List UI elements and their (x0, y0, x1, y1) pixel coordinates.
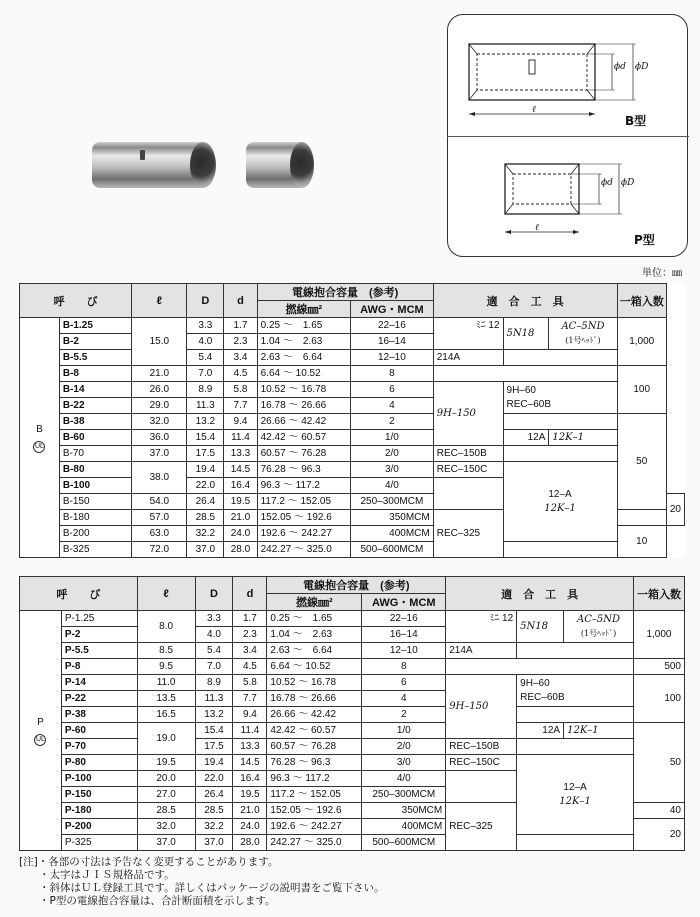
cell-l: 20.0 (137, 771, 195, 787)
cell-sq: 242.27 ～ 325.0 (257, 542, 350, 558)
cell-D: 37.0 (195, 835, 233, 851)
col-yobi: 呼 び (20, 284, 132, 318)
cell-d: 19.5 (224, 494, 257, 510)
cell-sq: 60.57 ～ 76.28 (267, 739, 362, 755)
tool-rec325: REC–325 (433, 510, 503, 558)
cell-D: 5.4 (187, 350, 224, 366)
cell-awg: 1/0 (351, 430, 434, 446)
tool-rec150b: REC–150B (433, 446, 503, 462)
ul-mark: UL (34, 734, 46, 746)
cell-d: 28.0 (233, 835, 267, 851)
cell-l: 9.5 (137, 659, 195, 675)
box-qty: 20 (633, 819, 684, 851)
tool-214a: 214A (446, 643, 517, 659)
cell-sq: 96.3 ～ 117.2 (267, 771, 362, 787)
inspection-slot (140, 150, 145, 160)
table-row-name: P-22 (61, 691, 137, 707)
table-row-name: B-2 (59, 334, 131, 350)
blank-cell (503, 446, 617, 462)
cell-d: 7.7 (224, 398, 257, 414)
col-l: ℓ (132, 284, 187, 318)
cell-D: 13.2 (187, 414, 224, 430)
cell-sq: 0.25 ～ 1.65 (257, 318, 350, 334)
cell-sq: 16.78 ～ 26.66 (257, 398, 350, 414)
cell-sq: 42.42 ～ 60.57 (267, 723, 362, 739)
cell-awg: 400MCM (351, 526, 434, 542)
box-qty: 50 (617, 414, 666, 510)
cell-D: 28.5 (187, 510, 224, 526)
cell-D: 32.2 (187, 526, 224, 542)
blank-cell (517, 739, 634, 755)
table-row-name: B-1.25 (59, 318, 131, 334)
col-l: ℓ (137, 577, 195, 611)
cell-d: 9.4 (233, 707, 267, 723)
cell-d: 7.7 (233, 691, 267, 707)
cell-awg: 3/0 (362, 755, 446, 771)
p-type-table (19, 576, 685, 851)
blank-cell (517, 707, 634, 723)
b-type-cell: B UL (20, 318, 60, 558)
box-qty: 20 (666, 494, 684, 526)
blank-cell (517, 643, 634, 659)
cell-d: 24.0 (233, 819, 267, 835)
col-sq: 撚線㎜² (257, 301, 350, 318)
cell-d: 21.0 (233, 803, 267, 819)
table-row-name: B-5.5 (59, 350, 131, 366)
cell-awg: 2 (362, 707, 446, 723)
cell-sq: 2.63 ～ 6.64 (257, 350, 350, 366)
cell-awg: 250–300MCM (351, 494, 434, 510)
cell-l: 8.5 (137, 643, 195, 659)
cell-sq: 42.42 ～ 60.57 (257, 430, 350, 446)
col-box: 一箱入数 (633, 577, 684, 611)
cell-d: 11.4 (233, 723, 267, 739)
cell-sq: 26.66 ～ 42.42 (257, 414, 350, 430)
cell-sq: 1.04 ～ 2.63 (267, 627, 362, 643)
note-line: ・太字はＪＩＳ規格品です。 (39, 869, 175, 881)
blank-cell (433, 334, 503, 350)
cell-d: 1.7 (233, 611, 267, 627)
cell-d: 16.4 (224, 478, 257, 494)
tool-12k1: 12K–1 (549, 430, 617, 446)
cell-awg: 16–14 (362, 627, 446, 643)
cell-d: 3.4 (224, 350, 257, 366)
cell-l: 8.0 (137, 611, 195, 643)
box-qty: 40 (633, 803, 684, 819)
note-line: ・P型の電線抱合容量は、合計断面積を示します。 (39, 895, 276, 907)
b-type-label: B型 (625, 114, 647, 128)
cell-sq: 1.04 ～ 2.63 (257, 334, 350, 350)
notes (19, 856, 384, 908)
cell-D: 37.0 (187, 542, 224, 558)
cell-d: 9.4 (224, 414, 257, 430)
cell-sq: 10.52 ～ 16.78 (257, 382, 350, 398)
table-row-name: B-325 (59, 542, 131, 558)
box-qty: 100 (633, 675, 684, 723)
cell-sq: 10.52 ～ 16.78 (267, 675, 362, 691)
cell-awg: 22–16 (351, 318, 434, 334)
tool-12k1: 12K–1 (564, 723, 634, 739)
table-row-name: P-325 (61, 835, 137, 851)
tool-mini12: ﾐﾆ 12 (446, 611, 517, 627)
note-line: ・斜体はＵＬ登録工具です。詳しくはパッケージの説明書をご覧下さい。 (39, 882, 385, 894)
b-dim-large-d: ϕD (635, 62, 649, 72)
blank-cell (517, 835, 634, 851)
diagram-drawing (447, 14, 689, 258)
cell-d: 5.8 (233, 675, 267, 691)
tool-ac5nd: AC–5ND (1号ﾍｯﾄﾞ) (549, 318, 617, 350)
p-dim-large-d: ϕD (621, 178, 635, 188)
p-type-label: P型 (634, 233, 655, 247)
cell-sq: 0.25 ～ 1.65 (267, 611, 362, 627)
table-row-name: P-38 (61, 707, 137, 723)
blank-cell (433, 478, 503, 510)
col-capacity: 電線抱合容量 (参考) (267, 577, 446, 594)
cell-awg: 500–600MCM (351, 542, 434, 558)
cell-D: 4.0 (195, 627, 233, 643)
cell-sq: 76.28 ～ 96.3 (267, 755, 362, 771)
cell-d: 14.5 (224, 462, 257, 478)
cell-l: 27.0 (137, 787, 195, 803)
cell-d: 13.3 (224, 446, 257, 462)
col-tools: 適 合 工 具 (446, 577, 634, 611)
cell-D: 8.9 (195, 675, 233, 691)
cell-l: 11.0 (137, 675, 195, 691)
p-dim-small-d: ϕd (601, 178, 613, 188)
cell-awg: 1/0 (362, 723, 446, 739)
col-d: d (224, 284, 257, 318)
cell-awg: 6 (362, 675, 446, 691)
cell-sq: 6.64 ～ 10.52 (267, 659, 362, 675)
b-dim-small-d: ϕd (614, 62, 626, 72)
cell-l: 16.5 (137, 707, 195, 723)
table-row-name: P-200 (61, 819, 137, 835)
cell-D: 22.0 (187, 478, 224, 494)
tool-9h150: 9H–150 (446, 675, 517, 739)
col-capacity: 電線抱合容量 (参考) (257, 284, 433, 301)
cell-D: 4.0 (187, 334, 224, 350)
cell-awg: 250–300MCM (362, 787, 446, 803)
cell-d: 5.8 (224, 382, 257, 398)
cell-d: 4.5 (224, 366, 257, 382)
cell-D: 11.3 (187, 398, 224, 414)
cell-D: 11.3 (195, 691, 233, 707)
table-row-name: P-100 (61, 771, 137, 787)
cell-d: 2.3 (224, 334, 257, 350)
cell-awg: 16–14 (351, 334, 434, 350)
cell-awg: 4/0 (351, 478, 434, 494)
col-D: D (195, 577, 233, 611)
cell-awg: 8 (351, 366, 434, 382)
cell-sq: 2.63 ～ 6.64 (267, 643, 362, 659)
cell-l: 19.5 (137, 755, 195, 771)
cell-D: 5.4 (195, 643, 233, 659)
cell-sq: 117.2 ～ 152.05 (257, 494, 350, 510)
tool-12a-12k1: 12–A 12K–1 (503, 462, 617, 542)
cell-awg: 500–600MCM (362, 835, 446, 851)
cell-sq: 60.57 ～ 76.28 (257, 446, 350, 462)
cell-sq: 26.66 ～ 42.42 (267, 707, 362, 723)
cell-awg: 400MCM (362, 819, 446, 835)
cell-l: 28.5 (137, 803, 195, 819)
cell-awg: 22–16 (362, 611, 446, 627)
table-row-name: P-180 (61, 803, 137, 819)
cell-sq: 117.2 ～ 152.05 (267, 787, 362, 803)
tool-rec150b: REC–150B (446, 739, 517, 755)
table-row-name: P-14 (61, 675, 137, 691)
cell-sq: 152.05 ～ 192.6 (267, 803, 362, 819)
cell-D: 26.4 (187, 494, 224, 510)
cell-awg: 4 (362, 691, 446, 707)
unit-label: 単位：㎜ (642, 268, 682, 279)
col-D: D (187, 284, 224, 318)
tool-rec150c: REC–150C (433, 462, 503, 478)
cell-l: 29.0 (132, 398, 187, 414)
cell-awg: 4/0 (362, 771, 446, 787)
cell-awg: 12–10 (362, 643, 446, 659)
cell-awg: 2/0 (351, 446, 434, 462)
cell-awg: 350MCM (351, 510, 434, 526)
tool-12a: 12A (517, 723, 564, 739)
box-qty: 10 (617, 526, 666, 558)
tool-214a: 214A (433, 350, 503, 366)
tool-12a-12k1: 12–A 12K–1 (517, 755, 634, 835)
p-type-cell: P UL (20, 611, 62, 851)
cell-sq: 192.6 ～ 242.27 (267, 819, 362, 835)
box-qty: 100 (617, 366, 666, 414)
tool-12a: 12A (503, 430, 549, 446)
table-row-name: P-5.5 (61, 643, 137, 659)
cell-l: 57.0 (132, 510, 187, 526)
blank-cell (433, 366, 617, 382)
tool-rec150c: REC–150C (446, 755, 517, 771)
table-row-name: B-70 (59, 446, 131, 462)
table-row-name: P-150 (61, 787, 137, 803)
table-row-name: B-80 (59, 462, 131, 478)
tool-rec325: REC–325 (446, 803, 517, 851)
cell-d: 19.5 (233, 787, 267, 803)
cell-D: 19.4 (195, 755, 233, 771)
col-sq: 撚線㎜² (267, 594, 362, 611)
cell-D: 17.5 (195, 739, 233, 755)
cell-awg: 8 (362, 659, 446, 675)
table-row-name: B-8 (59, 366, 131, 382)
box-qty: 50 (633, 723, 684, 803)
cell-l: 63.0 (132, 526, 187, 542)
blank-cell (446, 627, 517, 643)
cell-d: 3.4 (233, 643, 267, 659)
cell-D: 32.2 (195, 819, 233, 835)
b-type-table (19, 283, 685, 558)
cell-d: 2.3 (233, 627, 267, 643)
tool-9h60-rec60b: 9H–60 REC–60B (517, 675, 634, 707)
cell-D: 13.2 (195, 707, 233, 723)
cell-D: 15.4 (187, 430, 224, 446)
ul-mark: UL (33, 441, 45, 453)
table-row-name: P-70 (61, 739, 137, 755)
cell-d: 1.7 (224, 318, 257, 334)
tool-ac5nd: AC–5ND (1号ﾍｯﾄﾞ) (564, 611, 634, 643)
p-type-sleeve-opening (290, 142, 314, 188)
note-line: [注]・各部の寸法は予告なく変更することがあります。 (19, 856, 279, 868)
blank-cell (446, 659, 634, 675)
cell-d: 28.0 (224, 542, 257, 558)
cell-D: 28.5 (195, 803, 233, 819)
tool-9h60-rec60b: 9H–60 REC–60B (503, 382, 617, 414)
table-row-name: B-200 (59, 526, 131, 542)
tool-mini12: ﾐﾆ 12 (433, 318, 503, 334)
cell-awg: 350MCM (362, 803, 446, 819)
table-row-name: P-2 (61, 627, 137, 643)
blank-cell (503, 542, 617, 558)
cell-D: 15.4 (195, 723, 233, 739)
cell-awg: 6 (351, 382, 434, 398)
cell-l: 13.5 (137, 691, 195, 707)
cell-D: 8.9 (187, 382, 224, 398)
b-type-sleeve-opening (190, 142, 216, 188)
cell-d: 4.5 (233, 659, 267, 675)
cell-awg: 4 (351, 398, 434, 414)
cell-d: 14.5 (233, 755, 267, 771)
cell-d: 24.0 (224, 526, 257, 542)
cell-l: 19.0 (137, 723, 195, 755)
cell-d: 11.4 (224, 430, 257, 446)
tool-5n18: 5N18 (503, 318, 549, 350)
blank-cell (446, 771, 517, 803)
cell-l: 54.0 (132, 494, 187, 510)
col-awg: AWG・MCM (362, 594, 446, 611)
cell-d: 16.4 (233, 771, 267, 787)
table-row-name: B-60 (59, 430, 131, 446)
table-row-name: B-100 (59, 478, 131, 494)
cell-awg: 12–10 (351, 350, 434, 366)
table-row-name: P-80 (61, 755, 137, 771)
cell-l: 26.0 (132, 382, 187, 398)
cell-l: 32.0 (132, 414, 187, 430)
cell-l: 37.0 (137, 835, 195, 851)
blank-cell (503, 350, 617, 366)
cell-sq: 6.64 ～ 10.52 (257, 366, 350, 382)
cell-d: 21.0 (224, 510, 257, 526)
cell-sq: 192.6 ～ 242.27 (257, 526, 350, 542)
cell-d: 13.3 (233, 739, 267, 755)
table-row-name: B-38 (59, 414, 131, 430)
cell-l: 32.0 (137, 819, 195, 835)
cell-sq: 242.27 ～ 325.0 (267, 835, 362, 851)
cell-D: 22.0 (195, 771, 233, 787)
cell-D: 7.0 (195, 659, 233, 675)
p-dim-length: ℓ (535, 223, 539, 233)
col-yobi: 呼 び (20, 577, 138, 611)
cell-awg: 2 (351, 414, 434, 430)
table-row-name: B-180 (59, 510, 131, 526)
cell-sq: 16.78 ～ 26.66 (267, 691, 362, 707)
cell-l: 15.0 (132, 318, 187, 366)
cell-sq: 76.28 ～ 96.3 (257, 462, 350, 478)
table-row-name: B-22 (59, 398, 131, 414)
cell-l: 21.0 (132, 366, 187, 382)
blank-cell (503, 414, 617, 430)
cell-D: 19.4 (187, 462, 224, 478)
box-qty: 1,000 (633, 611, 684, 659)
tool-5n18: 5N18 (517, 611, 564, 643)
cell-D: 3.3 (195, 611, 233, 627)
table-row-name: P-8 (61, 659, 137, 675)
table-row-name: P-60 (61, 723, 137, 739)
cell-l: 37.0 (132, 446, 187, 462)
box-qty: 500 (633, 659, 684, 675)
cell-sq: 96.3 ～ 117.2 (257, 478, 350, 494)
cell-awg: 2/0 (362, 739, 446, 755)
cell-D: 26.4 (195, 787, 233, 803)
col-awg: AWG・MCM (351, 301, 434, 318)
cell-l: 36.0 (132, 430, 187, 446)
cell-D: 7.0 (187, 366, 224, 382)
table-row-name: B-14 (59, 382, 131, 398)
cell-sq: 152.05 ～ 192.6 (257, 510, 350, 526)
table-row-name: P-1.25 (61, 611, 137, 627)
col-d: d (233, 577, 267, 611)
box-qty: 1,000 (617, 318, 666, 366)
cell-l: 38.0 (132, 462, 187, 494)
b-dim-length: ℓ (532, 105, 536, 115)
cell-awg: 3/0 (351, 462, 434, 478)
cell-D: 3.3 (187, 318, 224, 334)
table-row-name: B-150 (59, 494, 131, 510)
tool-9h150: 9H–150 (433, 382, 503, 446)
col-tools: 適 合 工 具 (433, 284, 617, 318)
cell-D: 17.5 (187, 446, 224, 462)
col-box: 一箱入数 (617, 284, 666, 318)
cell-l: 72.0 (132, 542, 187, 558)
